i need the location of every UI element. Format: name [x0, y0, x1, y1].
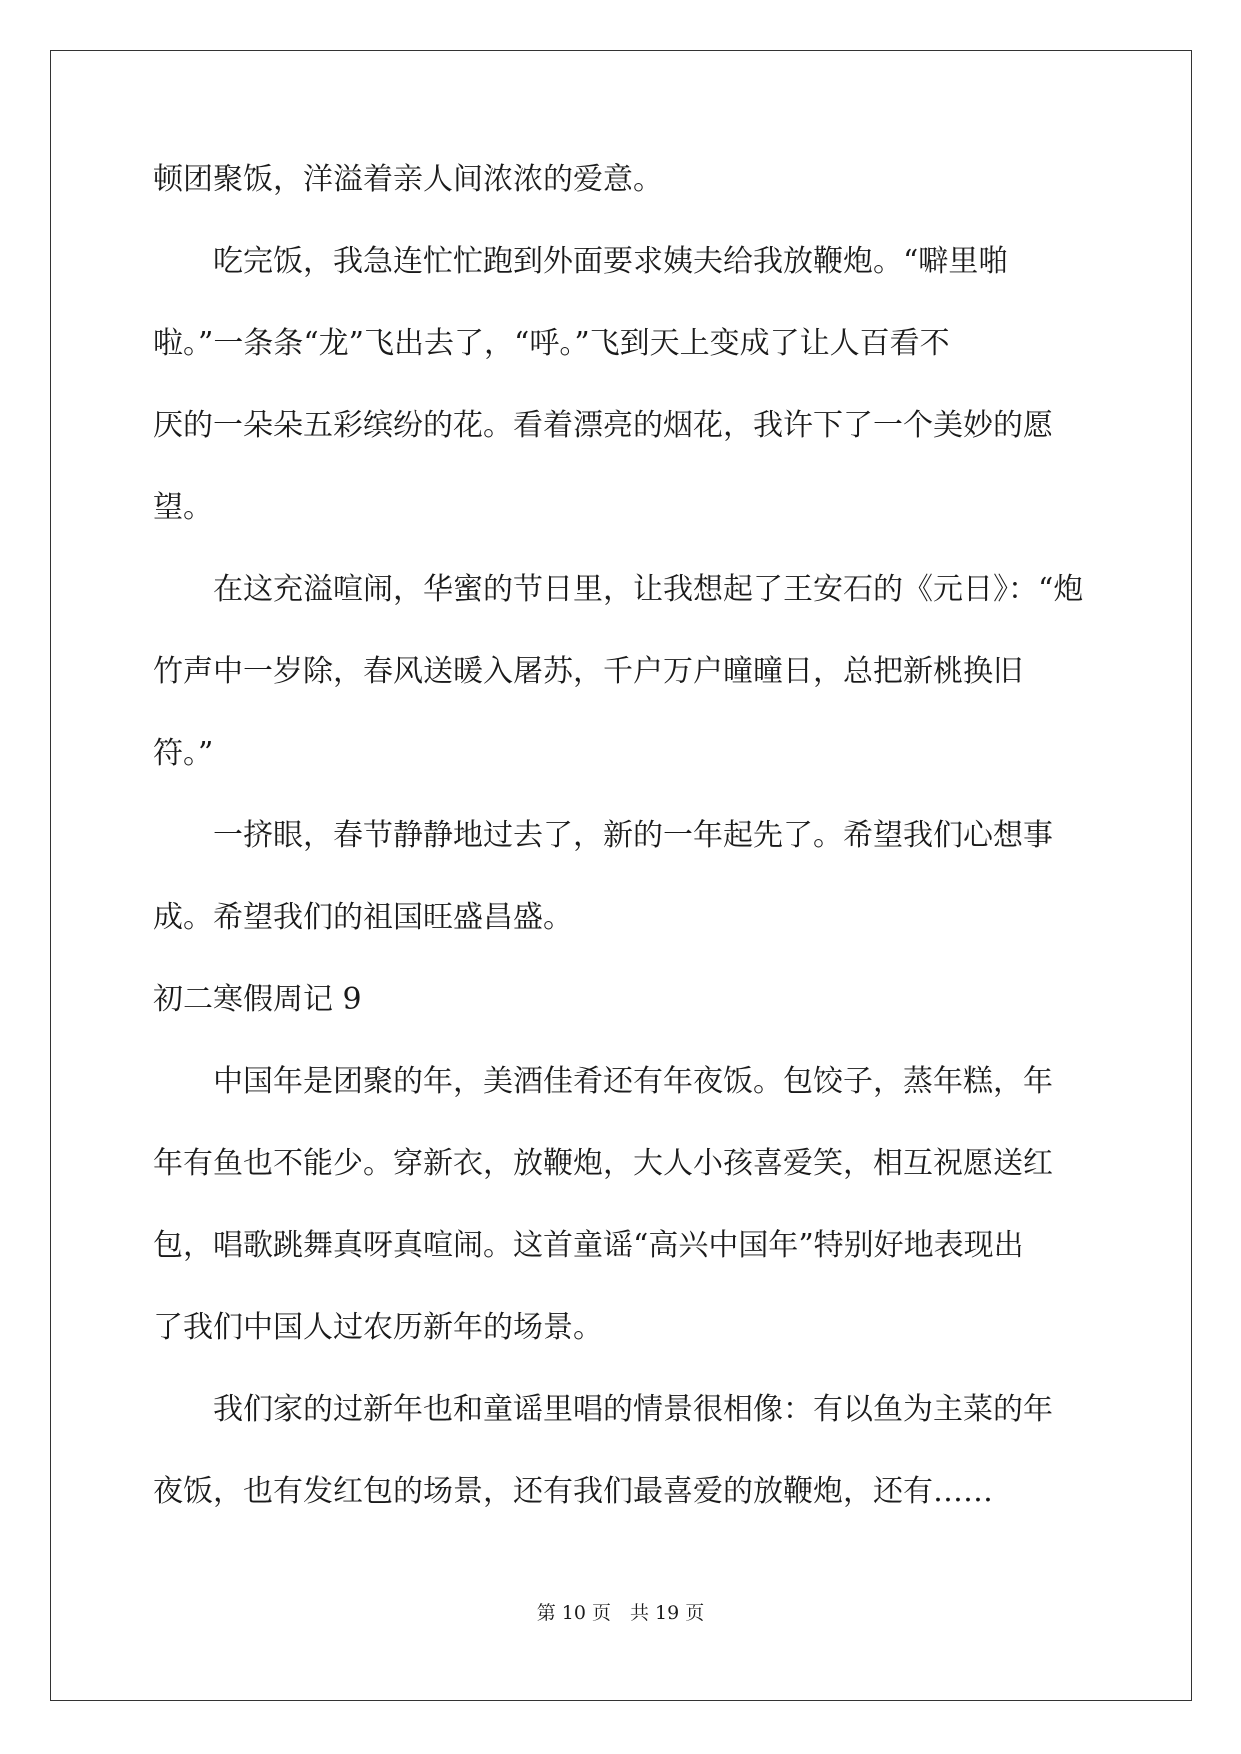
- text-line: 在这充溢喧闹，华蜜的节日里，让我想起了王安石的《元日》：“炮: [153, 572, 1084, 607]
- text-line: 吃完饭，我急连忙忙跑到外面要求姨夫给我放鞭炮。“噼里啪: [153, 244, 1009, 279]
- text-line: 夜饭，也有发红包的场景，还有我们最喜爱的放鞭炮，还有……: [153, 1474, 993, 1509]
- text-line: 顿团聚饭，洋溢着亲人间浓浓的爱意。: [153, 162, 663, 197]
- document-body: [153, 160, 1088, 1554]
- text-line: 符。”: [153, 736, 214, 771]
- text-line: 成。希望我们的祖国旺盛昌盛。: [153, 900, 573, 935]
- section-heading: 初二寒假周记 9: [153, 982, 362, 1017]
- text-line: 包，唱歌跳舞真呀真喧闹。这首童谣“高兴中国年”特别好地表现出: [153, 1228, 1024, 1263]
- text-line: 了我们中国人过农历新年的场景。: [153, 1310, 603, 1345]
- text-line: 我们家的过新年也和童谣里唱的情景很相像：有以鱼为主菜的年: [153, 1392, 1053, 1427]
- text-line: 厌的一朵朵五彩缤纷的花。看着漂亮的烟花，我许下了一个美妙的愿: [153, 408, 1053, 443]
- page-number: 第 10 页 共 19 页: [536, 1602, 705, 1624]
- text-line: 竹声中一岁除，春风送暖入屠苏，千户万户曈曈日，总把新桃换旧: [153, 654, 1023, 689]
- text-line: 啦。”一条条“龙”飞出去了，“呼。”飞到天上变成了让人百看不: [153, 326, 950, 361]
- text-line: 一挤眼，春节静静地过去了，新的一年起先了。希望我们心想事: [153, 818, 1053, 853]
- text-line: 年有鱼也不能少。穿新衣，放鞭炮，大人小孩喜爱笑，相互祝愿送红: [153, 1146, 1053, 1181]
- text-line: 中国年是团聚的年，美酒佳肴还有年夜饭。包饺子，蒸年糕，年: [153, 1064, 1053, 1099]
- text-line: 望。: [153, 490, 213, 525]
